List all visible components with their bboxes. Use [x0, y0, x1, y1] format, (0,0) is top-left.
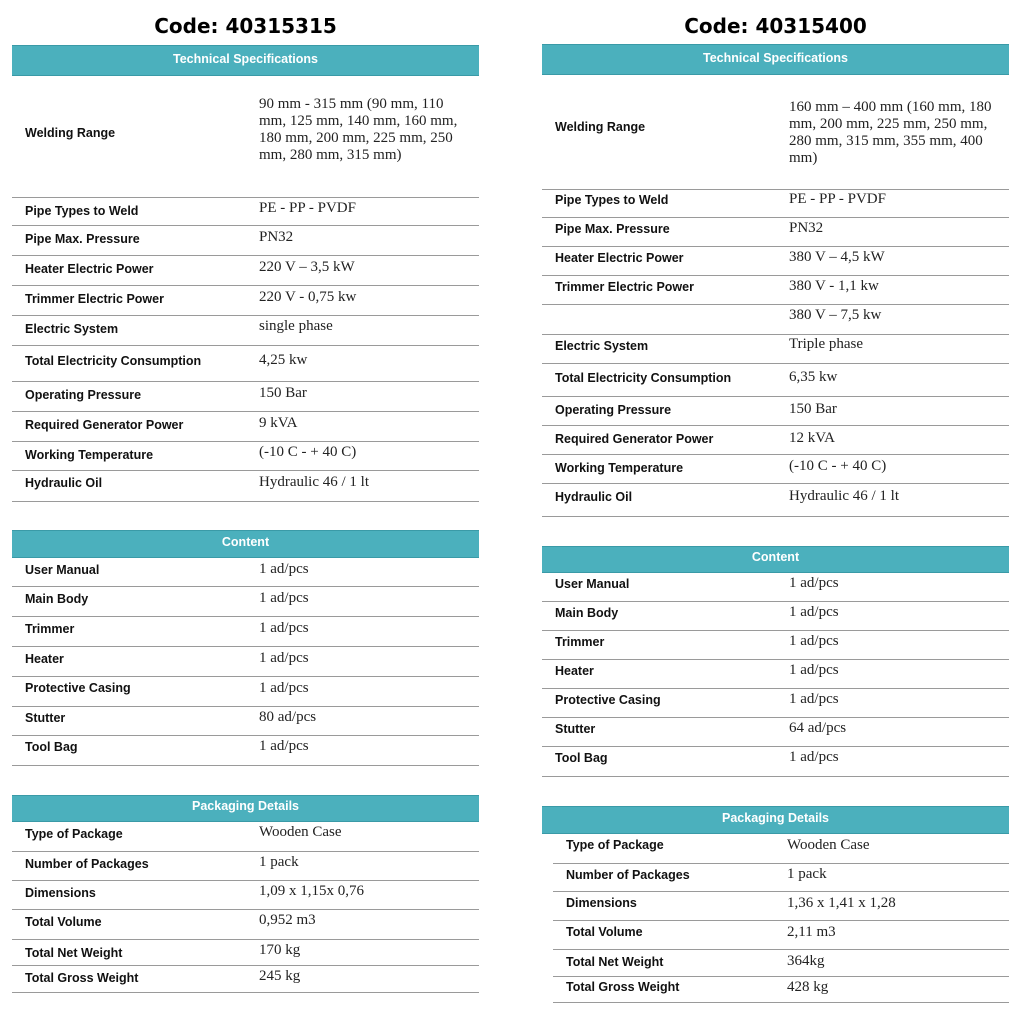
- table-row: [542, 631, 1009, 660]
- row-value: 1 ad/pcs: [259, 650, 309, 666]
- row-value: 364kg: [787, 953, 825, 969]
- row-label: Pipe Max. Pressure: [555, 222, 670, 236]
- table-row: [553, 864, 1009, 892]
- row-value: PN32: [259, 229, 294, 245]
- row-value: 150 Bar: [259, 385, 307, 401]
- row-value: Triple phase: [789, 336, 864, 352]
- table-row: [12, 647, 479, 677]
- row-value: 1 ad/pcs: [259, 590, 309, 606]
- table-row: [542, 689, 1009, 718]
- row-value: 1 pack: [787, 866, 827, 882]
- row-value: 1,36 x 1,41 x 1,28: [787, 895, 896, 911]
- row-label: Heater: [555, 664, 594, 678]
- row-value: PE - PP - PVDF: [259, 200, 356, 216]
- row-value: Wooden Case: [787, 837, 870, 853]
- row-value: 380 V - 1,1 kw: [789, 278, 879, 294]
- row-value: PN32: [789, 220, 824, 236]
- left-spec-sheet: [12, 0, 479, 1018]
- row-value: 1 ad/pcs: [259, 561, 309, 577]
- row-label: Total Net Weight: [566, 955, 664, 969]
- table-row: [553, 834, 1009, 864]
- table-row: [12, 587, 479, 617]
- table-row: [12, 736, 479, 766]
- row-value: 1 ad/pcs: [789, 691, 839, 707]
- row-label: Trimmer: [25, 622, 75, 636]
- packaging-details-header: Packaging Details: [542, 806, 1009, 834]
- table-row: [542, 455, 1009, 484]
- table-row: [542, 276, 1009, 305]
- row-label: Type of Package: [566, 838, 664, 852]
- row-value: 80 ad/pcs: [259, 709, 317, 725]
- table-row: [542, 364, 1009, 397]
- row-label: Total Gross Weight: [25, 971, 139, 985]
- row-label: Total Electricity Consumption: [555, 371, 732, 385]
- row-value: 380 V – 4,5 kW: [789, 249, 885, 265]
- row-label: Total Gross Weight: [566, 980, 680, 994]
- table-row: [542, 426, 1009, 455]
- row-label: Working Temperature: [25, 448, 154, 462]
- row-value: 428 kg: [787, 979, 829, 995]
- table-row: [542, 397, 1009, 426]
- row-label: Total Electricity Consumption: [25, 354, 202, 368]
- row-label: Dimensions: [566, 896, 637, 910]
- row-value: 1,09 x 1,15x 0,76: [259, 883, 364, 899]
- row-value: 1 ad/pcs: [259, 738, 309, 754]
- row-label: Stutter: [25, 711, 66, 725]
- row-value: 245 kg: [259, 968, 301, 984]
- row-value: 1 ad/pcs: [789, 662, 839, 678]
- table-row: [542, 484, 1009, 517]
- row-value: 12 kVA: [789, 430, 835, 446]
- row-value: 90 mm - 315 mm (90 mm, 110 mm, 125 mm, 140 mm, 160 mm, 180 mm, 200 mm, 225 mm, 250 mm, 280 mm, 315 mm): [259, 96, 458, 163]
- table-row: [12, 558, 479, 587]
- table-row: [542, 190, 1009, 218]
- table-row: [542, 660, 1009, 689]
- row-value: (-10 C - + 40 C): [259, 444, 357, 460]
- row-label: Type of Package: [25, 827, 123, 841]
- table-row: [542, 75, 1009, 190]
- row-label: Stutter: [555, 722, 596, 736]
- row-value: 1 ad/pcs: [789, 749, 839, 765]
- row-value: Wooden Case: [259, 824, 342, 840]
- row-label: Electric System: [25, 322, 119, 336]
- table-row: [542, 573, 1009, 602]
- row-label: Dimensions: [25, 886, 96, 900]
- content-header: Content: [12, 530, 479, 558]
- row-label: Protective Casing: [555, 693, 661, 707]
- row-label: Heater: [25, 652, 64, 666]
- row-label: Heater Electric Power: [25, 262, 154, 276]
- table-row: [542, 335, 1009, 364]
- table-row: [12, 198, 479, 226]
- row-label: Pipe Max. Pressure: [25, 232, 140, 246]
- table-row: [553, 977, 1009, 1003]
- table-row: [12, 346, 479, 382]
- table-row: [12, 677, 479, 707]
- row-value: 220 V - 0,75 kw: [259, 289, 357, 305]
- row-label: Main Body: [25, 592, 89, 606]
- row-value: 1 pack: [259, 854, 299, 870]
- technical-specifications-header: Technical Specifications: [12, 45, 479, 76]
- row-value: 160 mm – 400 mm (160 mm, 180 mm, 200 mm, 225 mm, 250 mm, 280 mm, 315 mm, 355 mm, 400 mm): [789, 99, 992, 166]
- row-label: Trimmer: [555, 635, 605, 649]
- row-label: Required Generator Power: [25, 418, 184, 432]
- table-row: [542, 218, 1009, 247]
- row-label: Operating Pressure: [25, 388, 142, 402]
- row-value: 1 ad/pcs: [789, 633, 839, 649]
- row-label: Tool Bag: [555, 751, 608, 765]
- row-label: Welding Range: [555, 120, 646, 134]
- row-label: Trimmer Electric Power: [555, 280, 694, 294]
- row-value: single phase: [259, 318, 333, 334]
- table-row: [12, 910, 479, 940]
- row-label: Number of Packages: [25, 857, 149, 871]
- technical-specifications-header: Technical Specifications: [542, 44, 1009, 75]
- table-row: [12, 286, 479, 316]
- table-row: [553, 950, 1009, 977]
- row-value: 6,35 kw: [789, 369, 838, 385]
- row-value: Hydraulic 46 / 1 lt: [789, 488, 899, 504]
- row-label: Main Body: [555, 606, 619, 620]
- row-label: Total Net Weight: [25, 946, 123, 960]
- table-row: [12, 966, 479, 993]
- row-value: 220 V – 3,5 kW: [259, 259, 355, 275]
- row-value: 150 Bar: [789, 401, 837, 417]
- table-row: [542, 747, 1009, 777]
- row-label: Total Volume: [25, 915, 102, 929]
- right-spec-sheet: [542, 0, 1009, 1018]
- row-value: 2,11 m3: [787, 924, 836, 940]
- row-value: 1 ad/pcs: [259, 620, 309, 636]
- row-value: PE - PP - PVDF: [789, 191, 886, 207]
- row-label: Total Volume: [566, 925, 643, 939]
- table-row: [12, 881, 479, 910]
- row-label: Tool Bag: [25, 740, 78, 754]
- row-label: Operating Pressure: [555, 403, 672, 417]
- row-label: Hydraulic Oil: [25, 476, 103, 490]
- row-value: 64 ad/pcs: [789, 720, 847, 736]
- row-label: Working Temperature: [555, 461, 684, 475]
- row-label: Electric System: [555, 339, 649, 353]
- row-value: 9 kVA: [259, 415, 298, 431]
- table-row: [12, 412, 479, 442]
- row-value: 4,25 kw: [259, 352, 308, 368]
- row-value: 170 kg: [259, 942, 301, 958]
- row-value: 0,952 m3: [259, 912, 316, 928]
- product-code-title: Code: 40315400: [684, 14, 867, 38]
- table-row: [12, 852, 479, 881]
- row-label: Pipe Types to Weld: [25, 204, 139, 218]
- table-row: [553, 892, 1009, 921]
- table-row: [12, 471, 479, 502]
- table-row: [12, 822, 479, 852]
- row-label: Heater Electric Power: [555, 251, 684, 265]
- table-row: [12, 707, 479, 736]
- row-label: Required Generator Power: [555, 432, 714, 446]
- row-label: Welding Range: [25, 126, 116, 140]
- table-row: [542, 602, 1009, 631]
- row-label: User Manual: [555, 577, 630, 591]
- table-row: [12, 617, 479, 647]
- table-row: [12, 226, 479, 256]
- row-label: Protective Casing: [25, 681, 131, 695]
- row-label: Pipe Types to Weld: [555, 193, 669, 207]
- row-value: Hydraulic 46 / 1 lt: [259, 474, 369, 490]
- table-row: [542, 247, 1009, 276]
- table-row: [542, 718, 1009, 747]
- content-header: Content: [542, 546, 1009, 573]
- product-code-title: Code: 40315315: [154, 14, 337, 38]
- table-row: [12, 382, 479, 412]
- row-value: (-10 C - + 40 C): [789, 458, 887, 474]
- table-row: [542, 305, 1009, 335]
- row-label: User Manual: [25, 563, 100, 577]
- row-label: Number of Packages: [566, 868, 690, 882]
- row-label: Hydraulic Oil: [555, 490, 633, 504]
- table-row: [12, 256, 479, 286]
- row-label: Trimmer Electric Power: [25, 292, 164, 306]
- packaging-details-header: Packaging Details: [12, 795, 479, 822]
- row-value: 1 ad/pcs: [259, 680, 309, 696]
- row-value: 1 ad/pcs: [789, 604, 839, 620]
- row-value: 380 V – 7,5 kw: [789, 307, 882, 323]
- table-row: [12, 316, 479, 346]
- row-value: 1 ad/pcs: [789, 575, 839, 591]
- table-row: [553, 921, 1009, 950]
- table-row: [12, 76, 479, 198]
- table-row: [12, 940, 479, 966]
- table-row: [12, 442, 479, 471]
